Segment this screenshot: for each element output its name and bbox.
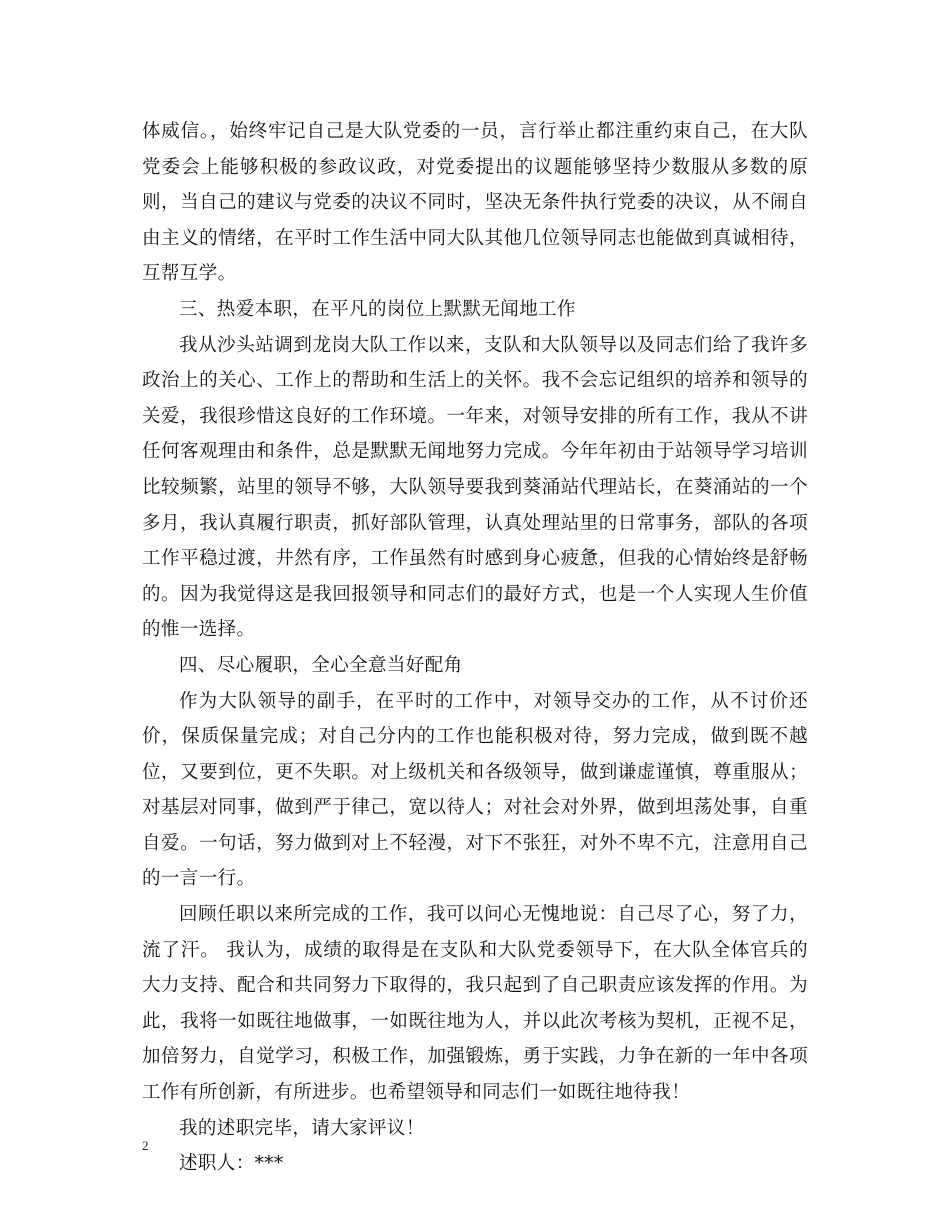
- paragraph-review: 回顾任职以来所完成的工作，我可以问心无愧地说：自己尽了心，努了力，流了汗。 我认为，成绩的取得是在支队和大队党委领导下，在大队全体官兵的大力支持、配合和共同努力下取得的，我只起到了自己职责应该发挥的作用。为此，我将一如既往地做事，一如既往地为人，并以此次考核为契机，正视不足，加倍努力，自觉学习，积极工作，加强锻炼，勇于实践，力争在新的一年中各项工作有所创新，有所进步。也希望领导和同志们一如既往地待我！: [142, 904, 808, 1104]
- paragraph-work-dedication: 我从沙头站调到龙岗大队工作以来，支队和大队领导以及同志们给了我许多政治上的关心、工作上的帮助和生活上的关怀。我不会忘记组织的培养和领导的关爱，我很珍惜这良好的工作环境。一年来，对领导安排的所有工作，我从不讲任何客观理由和条件，总是默默无闻地努力完成。今年年初由于站领导学习培训比较频繁，站里的领导不够，大队领导要我到葵涌站代理站长，在葵涌站的一个多月，我认真履行职责，抓好部队管理，认真处理站里的日常事务，部队的各项工作平稳过渡，井然有序，工作虽然有时感到身心疲惫，但我的心情始终是舒畅的。因为我觉得这是我回报领导和同志们的最好方式，也是一个人实现人生价值的惟一选择。: [142, 334, 808, 641]
- signature-line: 述职人：***: [179, 1153, 284, 1175]
- section-heading-3: 三、热爱本职，在平凡的岗位上默默无闻地工作: [179, 298, 576, 320]
- paragraph-deputy-role: 作为大队领导的副手，在平时的工作中，对领导交办的工作，从不讨价还价，保质保量完成；对自己分内的工作也能积极对待，努力完成，做到既不越位，又要到位，更不失职。对上级机关和各级领导，做到谦虚谨慎，尊重服从；对基层对同事，做到严于律己，宽以待人；对社会对外界，做到坦荡处事，自重自爱。一句话，努力做到对上不轻漫，对下不张狂，对外不卑不亢，注意用自己的一言一行。: [142, 690, 808, 890]
- document-body: [142, 114, 808, 1182]
- paragraph-continuation: 体威信。，始终牢记自己是大队党委的一员，言行举止都注重约束自己，在大队党委会上能够积极的参政议政，对党委提出的议题能够坚持少数服从多数的原则，当自己的建议与党委的决议不同时，坚决无条件执行党委的决议，从不闹自由主义的情绪，在平时工作生活中同大队其他几位领导同志也能做到真诚相待，互帮互学。: [142, 121, 808, 285]
- section-heading-4: 四、尽心履职，全心全意当好配角: [179, 654, 463, 676]
- page-number: 2: [142, 1138, 149, 1153]
- paragraph-closing: 我的述职完毕，请大家评议！: [179, 1117, 425, 1139]
